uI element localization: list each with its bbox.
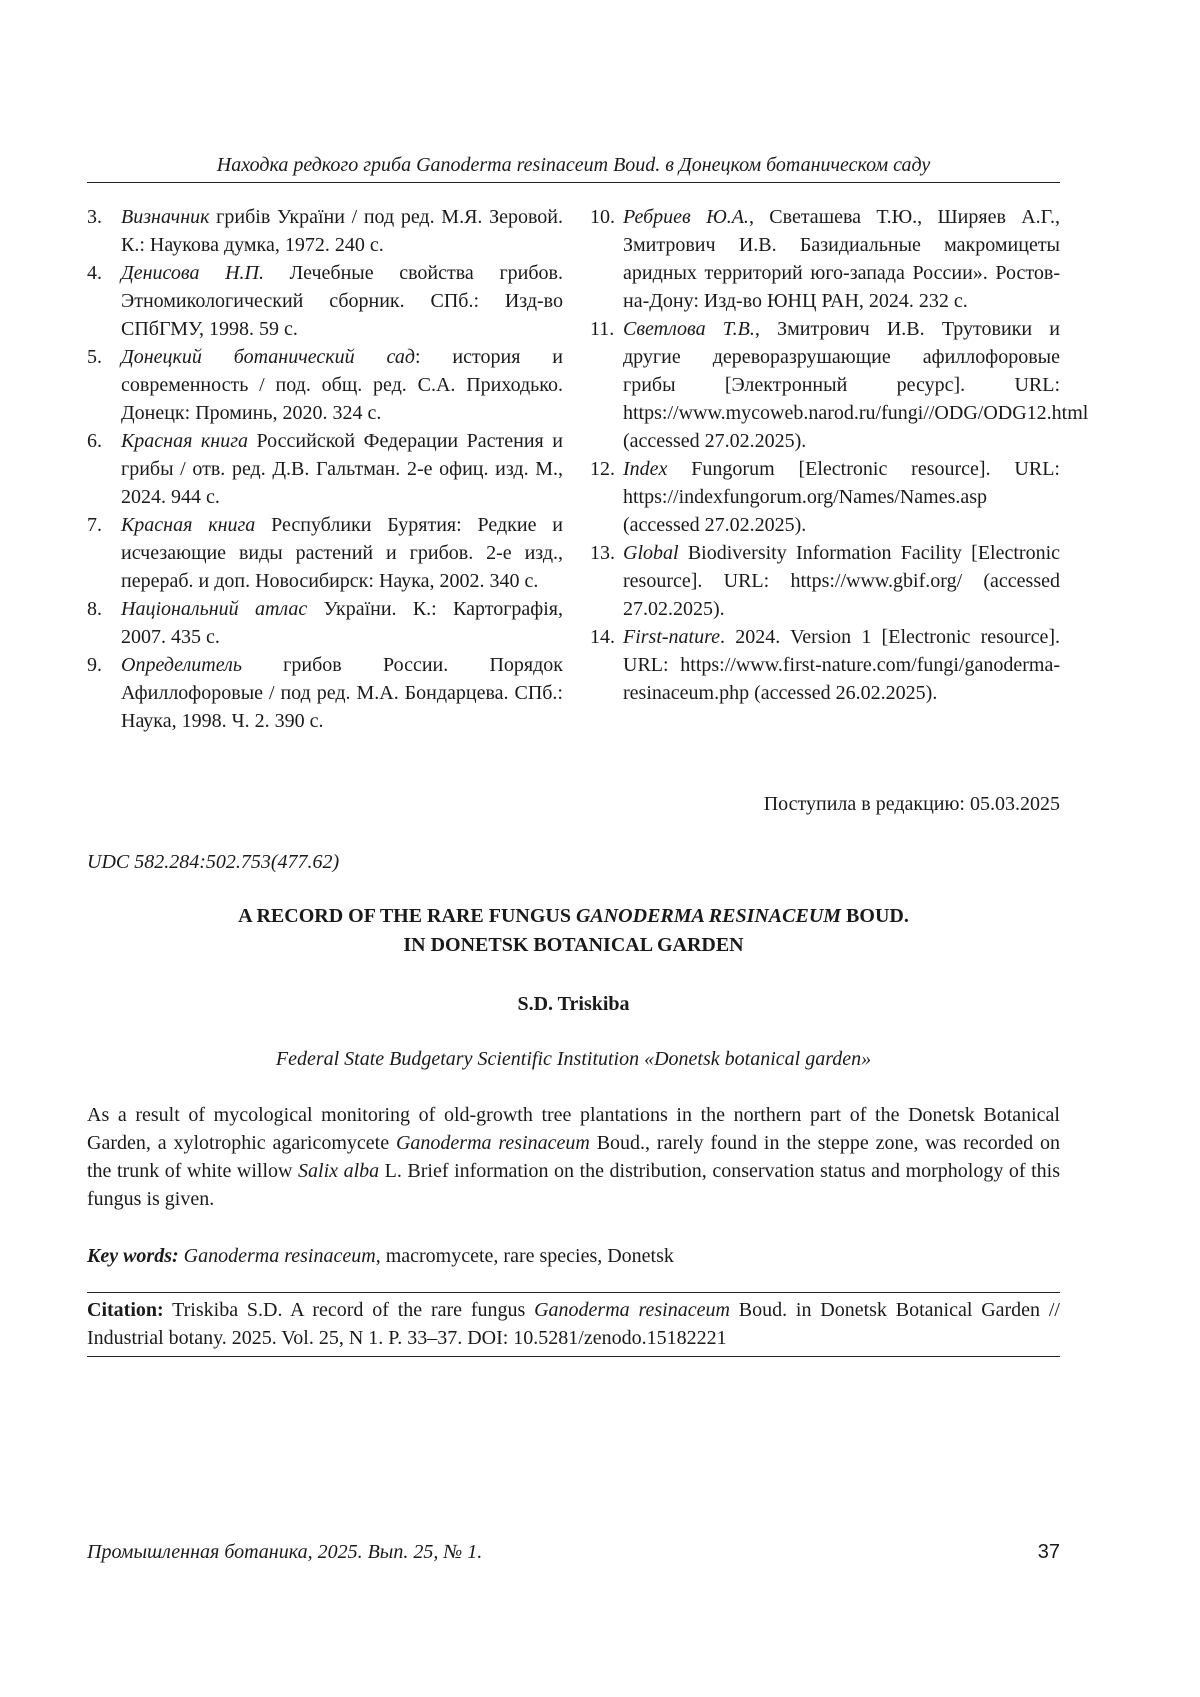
citation-label: Citation: — [87, 1299, 164, 1321]
reference-lead: Визначник — [121, 206, 210, 228]
reference-number: 13. — [590, 542, 615, 564]
abstract-text: As a result of mycological monitoring of old-growth tree plantations in the northern part of the Donetsk Botanical Garden, a xylotrophic agaricomycete — [87, 1104, 1060, 1154]
keywords-label: Key words: — [87, 1245, 179, 1267]
reference-lead: Красная книга — [121, 514, 256, 536]
journal-footer: Промышленная ботаника, 2025. Вып. 25, № 1. — [87, 1541, 483, 1563]
title-line-2: IN DONETSK BOTANICAL GARDEN — [403, 934, 744, 956]
keywords-species: Ganoderma resinaceum — [183, 1245, 376, 1267]
reference-text: Biodiversity Information Facility [Electronic resource]. URL: https://www.gbif.org/ (accessed 27.02.2025). — [623, 542, 1060, 620]
reference-item — [590, 455, 1060, 539]
running-head: Находка редкого гриба Ganoderma resinaceum Boud. в Донецком ботаническом саду — [216, 154, 931, 176]
reference-list-left — [87, 203, 563, 735]
reference-text: Республики Бурятия: Редкие и исчезающие виды растений и грибов. 2-е изд., перераб. и доп. Новосибирск: Наука, 2002. 340 с. — [121, 514, 563, 592]
citation — [87, 1296, 1060, 1352]
reference-item — [590, 623, 1060, 707]
reference-number: 8. — [87, 598, 102, 620]
abstract — [87, 1101, 1060, 1213]
abstract-species: Ganoderma resinaceum — [395, 1132, 590, 1154]
reference-item — [87, 259, 563, 343]
citation-species: Ganoderma resinaceum — [534, 1299, 730, 1321]
udc-code: UDC 582.284:502.753(477.62) — [87, 851, 340, 873]
reference-number: 4. — [87, 262, 102, 284]
reference-item — [87, 651, 563, 735]
reference-text: Fungorum [Electronic resource]. URL: https://indexfungorum.org/Names/Names.asp (accessed 27.02.2025). — [623, 458, 1060, 536]
reference-number: 9. — [87, 654, 102, 676]
citation-divider-top — [87, 1292, 1060, 1293]
reference-lead: First-nature — [623, 626, 721, 648]
reference-number: 7. — [87, 514, 102, 536]
reference-number: 3. — [87, 206, 102, 228]
reference-item — [87, 595, 563, 651]
reference-item — [87, 511, 563, 595]
reference-number: 10. — [590, 206, 615, 228]
reference-item — [590, 315, 1089, 455]
reference-text: Лечебные свойства грибов. Этномикологический сборник. СПб.: Изд-во СПбГМУ, 1998. 59 с. — [121, 262, 563, 340]
reference-item — [87, 427, 563, 511]
reference-lead: Index — [623, 458, 668, 480]
reference-item — [590, 203, 1060, 315]
reference-lead: Определитель — [121, 654, 242, 676]
reference-lead: Красная книга — [121, 430, 248, 452]
reference-lead: Ребриев Ю.А. — [623, 206, 749, 228]
reference-lead: Денисова Н.П. — [121, 262, 264, 284]
header-divider — [87, 182, 1060, 183]
abstract-host: Salix alba — [298, 1160, 380, 1182]
citation-divider-bottom — [87, 1356, 1060, 1357]
reference-number: 14. — [590, 626, 615, 648]
reference-number: 6. — [87, 430, 102, 452]
title-text: A RECORD OF THE RARE FUNGUS — [238, 905, 576, 927]
title-text: BOUD. — [841, 905, 909, 927]
reference-text: . 2024. Version 1 [Electronic resource]. URL: https://www.first-nature.com/fungi/ganoderma-resinaceum.php (accessed 26.02.2025). — [623, 626, 1060, 704]
reference-number: 11. — [590, 318, 615, 340]
citation-text: Triskiba S.D. A record of the rare fungus — [163, 1299, 535, 1321]
reference-item — [590, 539, 1060, 623]
received-date: Поступила в редакцию: 05.03.2025 — [763, 793, 1060, 815]
citation-text: Boud. in Donetsk Botanical Garden // Industrial botany. 2025. Vol. 25, N 1. P. 33–37. DOI: 10.5281/zenodo.15182221 — [87, 1299, 1060, 1349]
reference-text: грибів України / под ред. М.Я. Зеровой. К.: Наукова думка, 1972. 240 с. — [121, 206, 563, 256]
reference-text: : история и современность / под. общ. ред. С.А. Приходько. Донецк: Проминь, 2020. 324 с. — [121, 346, 563, 424]
article-title — [87, 902, 1060, 960]
title-species: GANODERMA RESINACEUM — [575, 905, 842, 927]
reference-text: , Змитрович И.В. Трутовики и другие дереворазрушающие афиллофоровые грибы [Электронный ресурс]. URL: https://www.mycoweb.narod.ru/fungi//ODG/ODG12.html (accessed 27.02.2025). — [623, 318, 1089, 452]
title-line-1 — [87, 902, 1060, 931]
reference-item — [87, 343, 563, 427]
abstract-text: L. Brief information on the distribution, conservation status and morphology of this fungus is given. — [87, 1160, 1060, 1210]
reference-text: України. К.: Картографія, 2007. 435 с. — [121, 598, 563, 648]
reference-lead: Global — [623, 542, 679, 564]
reference-number: 5. — [87, 346, 102, 368]
reference-list-right — [590, 203, 1089, 707]
abstract-text: Boud., rarely found in the steppe zone, was recorded on the trunk of white willow — [87, 1132, 1060, 1182]
reference-number: 12. — [590, 458, 615, 480]
reference-text: , Светашева Т.Ю., Ширяев А.Г., Змитрович И.В. Базидиальные макромицеты аридных территорий юго-запада России». Ростов-на-Дону: Изд-во ЮНЦ РАН, 2024. 232 с. — [623, 206, 1060, 312]
reference-item — [87, 203, 563, 259]
reference-text: грибов России. Порядок Афиллофоровые / под ред. М.А. Бондарцева. СПб.: Наука, 1998. Ч. 2. 390 с. — [121, 654, 563, 732]
keywords-list: , macromycete, rare species, Donetsk — [375, 1245, 674, 1267]
author-name: S.D. Triskiba — [517, 993, 630, 1015]
keywords — [87, 1242, 1060, 1270]
reference-lead: Донецкий ботанический сад — [121, 346, 415, 368]
reference-lead: Светлова Т.В. — [623, 318, 755, 340]
reference-text: Российской Федерации Растения и грибы / отв. ред. Д.В. Гальтман. 2-е офиц. изд. М., 2024. 944 с. — [121, 430, 563, 508]
affiliation: Federal State Budgetary Scientific Institution «Donetsk botanical garden» — [275, 1048, 872, 1070]
reference-lead: Національний атлас — [121, 598, 308, 620]
page-number: 37 — [1037, 1541, 1060, 1563]
